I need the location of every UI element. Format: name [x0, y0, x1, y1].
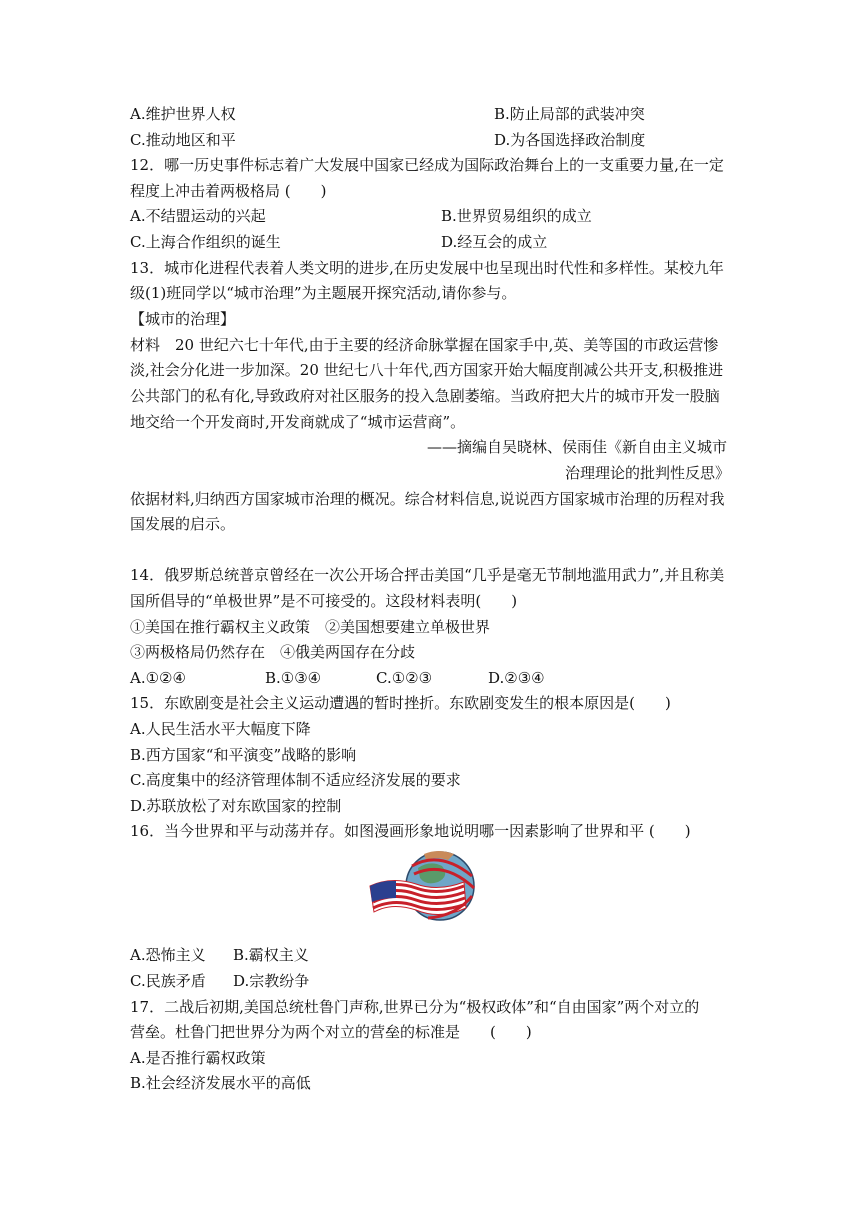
cartoon-globe-flag-image	[368, 846, 486, 928]
q16-option-a: A.恐怖主义	[130, 946, 206, 964]
q13-material-line4: 地交给一个开发商时,开发商就成了“城市运营商”。	[130, 413, 466, 431]
q12-option-a: A.不结盟运动的兴起	[130, 207, 266, 225]
q13-task-line1: 依据材料,归纳西方国家城市治理的概况。综合材料信息,说说西方国家城市治理的历程对我	[130, 490, 725, 508]
q14-option-d: D.②③④	[488, 669, 545, 687]
q15-option-a: A.人民生活水平大幅度下降	[130, 720, 311, 738]
q17-option-b: B.社会经济发展水平的高低	[130, 1074, 311, 1092]
q15-option-d: D.苏联放松了对东欧国家的控制	[130, 797, 342, 815]
q13-section-heading: 【城市的治理】	[130, 310, 236, 328]
q14-statement-line1: ①美国在推行霸权主义政策 ②美国想要建立单极世界	[130, 618, 491, 636]
q13-stem-line2: 级(1)班同学以“城市治理”为主题展开探究活动,请你参与。	[130, 284, 517, 302]
q13-material-line3: 公共部门的私有化,导致政府对社区服务的投入急剧萎缩。当政府把大片的城市开发一股脑	[130, 387, 720, 405]
q16-option-d: D.宗教纷争	[233, 972, 310, 990]
q11-option-c: C.推动地区和平	[130, 131, 236, 149]
q16-stem: 16．当今世界和平与动荡并存。如图漫画形象地说明哪一因素影响了世界和平 ( )	[130, 822, 691, 840]
q11-option-b: B.防止局部的武装冲突	[494, 105, 645, 123]
q13-stem-line1: 13．城市化进程代表着人类文明的进步,在历史发展中也呈现出时代性和多样性。某校九年	[130, 259, 724, 277]
q12-option-b: B.世界贸易组织的成立	[441, 207, 592, 225]
q12-stem-line1: 12．哪一历史事件标志着广大发展中国家已经成为国际政治舞台上的一支重要力量,在一定	[130, 156, 724, 174]
q14-stem-line1: 14．俄罗斯总统普京曾经在一次公开场合抨击美国“几乎是毫无节制地滥用武力”,并且称美	[130, 566, 725, 584]
q15-stem: 15．东欧剧变是社会主义运动遭遇的暂时挫折。东欧剧变发生的根本原因是( )	[130, 694, 671, 712]
q14-option-c: C.①②③	[376, 669, 433, 687]
q13-source-line1: ——摘编自吴晓林、侯雨佳《新自由主义城市	[427, 438, 728, 456]
q11-option-a: A.维护世界人权	[130, 105, 236, 123]
q16-option-b: B.霸权主义	[233, 946, 309, 964]
q17-option-a: A.是否推行霸权政策	[130, 1049, 266, 1067]
q17-stem-line2: 营垒。杜鲁门把世界分为两个对立的营垒的标准是 ( )	[130, 1023, 532, 1041]
q14-option-a: A.①②④	[130, 669, 186, 687]
q15-option-b: B.西方国家“和平演变”战略的影响	[130, 746, 357, 764]
q11-option-d: D.为各国选择政治制度	[494, 131, 646, 149]
q13-material-line1: 材料 20 世纪六七十年代,由于主要的经济命脉掌握在国家手中,英、美等国的市政运营惨	[130, 336, 719, 354]
q17-stem-line1: 17．二战后初期,美国总统杜鲁门声称,世界已分为“极权政体”和“自由国家”两个对立的	[130, 998, 700, 1016]
q13-source-line2: 治理理论的批判性反思》	[565, 464, 731, 482]
q12-option-c: C.上海合作组织的诞生	[130, 233, 281, 251]
q14-statement-line2: ③两极格局仍然存在 ④俄美两国存在分歧	[130, 643, 416, 661]
q15-option-c: C.高度集中的经济管理体制不适应经济发展的要求	[130, 771, 461, 789]
q14-option-b: B.①③④	[265, 669, 322, 687]
q16-option-c: C.民族矛盾	[130, 972, 206, 990]
q14-stem-line2: 国所倡导的“单极世界”是不可接受的。这段材料表明( )	[130, 592, 518, 610]
q12-stem-line2: 程度上冲击着两极格局 ( )	[130, 182, 327, 200]
q12-option-d: D.经互会的成立	[441, 233, 548, 251]
q13-task-line2: 国发展的启示。	[130, 515, 236, 533]
q13-material-line2: 淡,社会分化进一步加深。20 世纪七八十年代,西方国家开始大幅度削减公共开支,积极推进	[130, 361, 724, 379]
